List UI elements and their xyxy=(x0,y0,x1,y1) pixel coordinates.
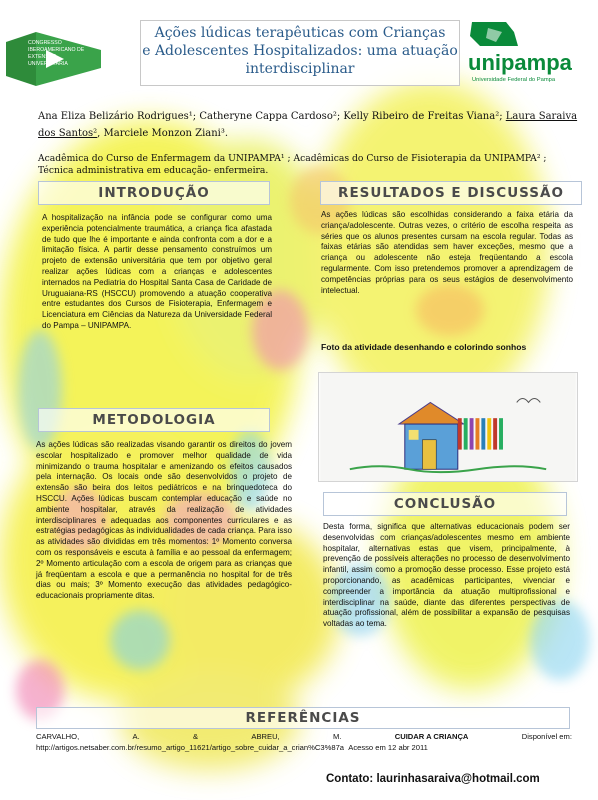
ref-access: Acesso em 12 abr 2011 xyxy=(348,743,428,752)
conclusion-heading: CONCLUSÃO xyxy=(323,492,567,516)
logo-text-line1: CONGRESSO xyxy=(28,40,62,46)
logo-text-line4: UNIVERSITÁRIA xyxy=(28,61,68,67)
results-text: As ações lúdicas são escolhidas considerando a faixa etária da criança/adolescente. Outras vezes, o critério de escolha respeita as séries que os alunos presentes cursam na escola regular. Todas as faixas etárias são atendidas sem haver exceções, mesmo que a criança ou adolescente não esteja freqüentando a escola regularmente. Com isso pretendemos promover a aprendizagem de competências próprias para os seus estágios de desenvolvimento intelectual. xyxy=(321,210,573,295)
ref-author-3: & xyxy=(193,732,199,741)
reference-line-2 xyxy=(36,742,572,753)
title-line-1: Ações lúdicas terapêuticas com Crianças xyxy=(154,25,446,41)
ref-author-4: ABREU, xyxy=(251,732,280,741)
ref-author-2: A. xyxy=(132,732,140,741)
methodology-heading: METODOLOGIA xyxy=(38,408,270,432)
authors-line xyxy=(38,108,578,142)
affiliation: Acadêmica do Curso de Enfermagem da UNIPAMPA¹ ; Acadêmicas do Curso de Fisioterapia da UNIPAMPA² ; Técnica administrativa em educação- enfermeira. xyxy=(38,153,547,176)
references-text xyxy=(36,731,572,753)
authors-part1: Ana Eliza Belizário Rodrigues¹; Catheryne Cappa Cardoso²; Kelly Ribeiro de Freitas Viana²; xyxy=(38,111,506,122)
ref-title: CUIDAR A CRIANÇA xyxy=(394,732,469,741)
poster-title xyxy=(140,20,460,86)
results-heading: RESULTADOS E DISCUSSÃO xyxy=(320,181,582,205)
congress-logo xyxy=(6,32,128,86)
unipampa-wordmark: unipampa xyxy=(468,50,572,75)
contact-email[interactable]: Contato: laurinhasaraiva@hotmail.com xyxy=(326,773,540,785)
authors-part2: , Marciele Monzon Ziani³. xyxy=(97,128,229,139)
ref-url[interactable]: http://artigos.netsaber.com.br/resumo_artigo_11621/artigo_sobre_cuidar_a_crian%C3%87a xyxy=(36,743,345,752)
logo-text-line3: EXTENSÃO xyxy=(28,54,57,60)
introduction-text: A hospitalização na infância pode se configurar como uma experiência potencialmente traumática, a criança fica afastada de tudo que lhe é importante e ainda confronta com a dor e a limitação física. A partir desse pensamento construímos um projeto de extensão universitária que tem por objetivo geral realizar ações lúdicas com a crianças e adolescentes internados na Pediatria do Hospital Santa Casa de Caridade de Uruguaiana-RS (HSCCU) promovendo a atuação cooperativa entre estudantes dos Cursos de Fisioterapia, Enfermagem e Licenciatura em Ciências da Natureza da Universidade Federal do Pampa – UNIPAMPA. xyxy=(42,213,272,330)
title-line-3: interdisciplinar xyxy=(245,61,355,77)
ref-author-1: CARVALHO, xyxy=(36,732,80,741)
ref-author-5: M. xyxy=(332,732,342,741)
activity-photo xyxy=(318,372,578,482)
introduction-heading: INTRODUÇÃO xyxy=(38,181,270,205)
ref-available: Disponível em: xyxy=(521,732,572,741)
title-line-2: e Adolescentes Hospitalizados: uma atuação xyxy=(142,43,458,59)
drawing-window xyxy=(409,430,419,440)
methodology-text: As ações lúdicas são realizadas visando garantir os direitos do jovem escolar hospitalizado e promover melhor qualidade de vida minimizando o trauma hospitalar e amenizando os efeitos causados pela internação. Os locais onde são desenvolvidos o projeto de extensão são beira dos leitos pediátricos e na brinquedoteca do HSCCU. Ações lúdicas buscam contemplar educação e saúde no ambiente hospitalar, através da realização de atividades interdisciplinares e adequadas aos componentes curriculares e as estratégias pedagógicas às individualidades de cada criança. Para isso as atividades são divididas em três momentos: 1º Momento conversa com os responsáveis e escuta à família e ao pessoal da enfermagem; 2º Momento articulação com a escola de origem para as crianças que já freqüentam a escola e que a permanência no hospital for de três dias ou mais; 3º Momento execução das atividades pedagógico-educacionais propriamente ditas. xyxy=(36,440,293,601)
drawing-door xyxy=(422,440,436,469)
unipampa-subtitle: Universidade Federal do Pampa xyxy=(472,77,556,83)
reference-line-1 xyxy=(36,731,572,742)
references-heading: REFERÊNCIAS xyxy=(36,707,570,729)
logo-text-line2: IBEROAMERICANO DE xyxy=(28,47,85,53)
unipampa-logo xyxy=(466,18,584,86)
photo-caption: Foto da atividade desenhando e colorindo sonhos xyxy=(321,342,527,352)
conclusion-text: Desta forma, significa que alternativas educacionais podem ser desenvolvidas com crianças/adolescentes mesmo em ambiente hospitalar, alternativas estas que visem, principalmente, à prevenção de possíveis alterações no processo de desenvolvimento infantil, assim como a promoção desse processo. Esse projeto está proporcionando, as acadêmicas participantes, vivenciar e compreender a importância da atuação multiprofissional e interdisciplinar na saúde, diante das diferentes perspectivas de atuação profissional, além de possibilitar a expansão de pesquisas voltadas ao tema. xyxy=(323,522,570,629)
authors-underlined: Laura Saraiva dos Santos² xyxy=(38,111,578,139)
